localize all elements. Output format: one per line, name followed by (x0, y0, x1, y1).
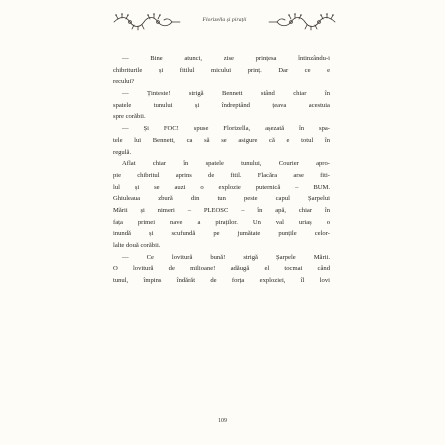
text-line: — Ținteste! strigă Bennett stând chiar în (122, 90, 330, 98)
text-line: tele lui Bennett, ca să se asigure că e totul în (113, 136, 330, 144)
running-header (112, 12, 337, 32)
text-line: — Ce lovitură bună! strigă Șarpele Mării. (122, 253, 330, 261)
body-text (113, 53, 330, 287)
page-number: 109 (218, 418, 227, 424)
text-line: O lovitură de milioane! adăugă el tocmai când (113, 265, 330, 273)
text-line: spre corăbii. (113, 113, 146, 121)
text-line: spatele tunului și îndreptând țeava acestuia (113, 101, 330, 109)
text-line: Aflat chiar în spatele tunului, Courier apro- (122, 160, 330, 168)
text-line: fața primei nave a piraților. Un val uriaș o (113, 218, 330, 226)
text-line: — Bine atunci, zise prințesa întinzându-i (122, 55, 330, 62)
text-line: lalte două corăbii. (113, 242, 161, 249)
text-line: inundă și scufundă pe jumătate punțile celor- (113, 230, 330, 238)
text-line: Ghiuleaua zbură din tun peste capul Șarpelui (113, 195, 330, 203)
text-line: chibriturile și fitilul micului prinț. Dar ce e (113, 66, 330, 74)
floral-ornament-right-icon (267, 12, 337, 32)
text-line: pie chibritul aprins de fitil. Flacăra arse fiti- (113, 171, 330, 179)
text-line: regulă. (113, 148, 132, 156)
text-line: recului? (113, 78, 135, 86)
text-line: lul și se auzi o explozie puternică – BUM. (113, 183, 330, 191)
running-title: Florizella și pirații (202, 17, 247, 23)
text-line: tunul, împins îndărăt de forța exploziei, îl lovi (113, 277, 330, 285)
text-line: Mării și nimeri – PLEOSC – în apă, chiar în (113, 206, 330, 214)
text-line: — Și FOC! spuse Florizella, așezată în spa- (122, 125, 330, 133)
